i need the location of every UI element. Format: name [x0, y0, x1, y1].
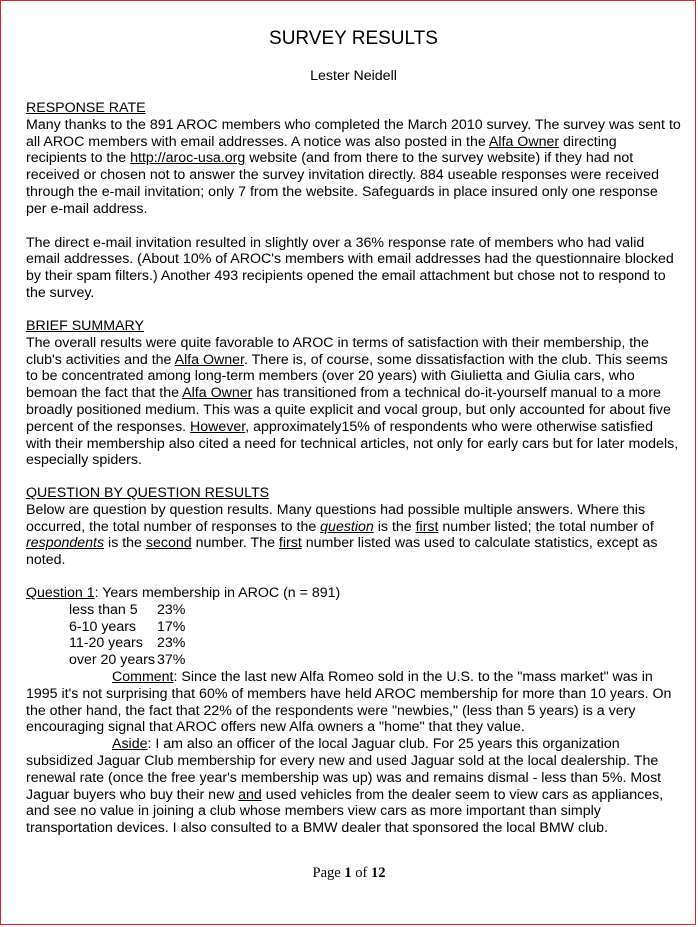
however-emphasis: However: [190, 418, 246, 435]
response-rate-paragraph-1: [26, 117, 681, 218]
second-emphasis: second: [145, 535, 192, 552]
row-value: 37%: [157, 652, 186, 669]
page-footer: [1, 865, 696, 882]
text-run: : I am also an officer of the local Jaguar club. For 25 years this organization subsidized Jaguar Club membership for every new and used Jaguar sold at the local dealership. The renewal rate (once the free year's membership was up) was and remains dismal - less than 5%. Most Jaguar buyers who buy their new: [26, 736, 662, 803]
page-title: SURVEY RESULTS: [269, 28, 438, 49]
brief-summary-section: [26, 318, 681, 469]
question-1-row: [26, 602, 681, 619]
text-run: Below are question by question results. Many questions had possible multiple answers. Where this occurred, the total number of responses to the: [26, 501, 646, 535]
text-run: website (and from there to the survey website) if they had not received or chosen not to answer the survey invitation directly. 884 useable responses were received through the e-mail invitation; only 7 from the website. Safeguards in place insured only one response per e-mail address.: [26, 150, 659, 217]
author-name: Lester Neidell: [310, 68, 397, 84]
row-label: less than 5: [69, 601, 138, 618]
question-1-aside: [26, 736, 681, 837]
and-emphasis: and: [238, 786, 262, 803]
row-value: 23%: [157, 635, 186, 652]
text-run: number. The: [191, 535, 279, 552]
page-word: Page: [312, 865, 345, 881]
text-run: has transitioned from a technical do-it-yourself manual to a more broadly positioned medium. This was a quite explicit and vocal group, but only accounted for about five percent of the responses.: [26, 385, 671, 435]
row-label: over 20 years: [69, 652, 155, 669]
question-1-text: : Years membership in AROC (n = 891): [94, 585, 341, 601]
text-run: Many thanks to the 891 AROC members who completed the March 2010 survey. The survey was sent to all AROC members with email addresses. A notice was also posted in the: [26, 116, 681, 150]
first-emphasis: first: [278, 535, 302, 552]
alfa-owner-link: Alfa Owner: [488, 133, 560, 150]
text-run: is the: [373, 518, 416, 535]
brief-summary-heading: BRIEF SUMMARY: [26, 318, 144, 334]
comment-text: : Since the last new Alfa Romeo sold in the U.S. to the "mass market" was in 1995 it's not surprising that 60% of members have held AROC membership for more than 10 years. On the other hand, the fact that 22% of the respondents were "newbies," (less than 5 years) is a very encouraging signal that AROC offers new Alfa owners a "home" that they value.: [26, 668, 672, 736]
response-rate-heading: RESPONSE RATE: [26, 100, 146, 116]
row-value: 17%: [157, 618, 186, 635]
text-run: is the: [104, 535, 146, 552]
respondents-emphasis: respondents: [26, 535, 105, 552]
question-1-comment: [26, 669, 681, 736]
qbq-paragraph: [26, 502, 681, 569]
row-value: 23%: [157, 601, 186, 618]
question-1-title: [26, 585, 681, 602]
text-run: , approximately15% of respondents who were otherwise satisfied with their membership also cited a need for technical articles, not only for early cars but for later models, especially spiders.: [26, 418, 679, 469]
question-1-row: [26, 635, 681, 652]
qbq-section: [26, 485, 681, 569]
question-1-row: [26, 619, 681, 636]
row-label: 6-10 years: [69, 618, 137, 635]
qbq-heading: QUESTION BY QUESTION RESULTS: [26, 485, 270, 501]
brief-summary-paragraph: [26, 335, 681, 469]
row-label: 11-20 years: [69, 635, 143, 652]
aroc-website-link[interactable]: http://aroc-usa.org: [130, 150, 246, 167]
alfa-owner-ref: Alfa Owner: [174, 351, 245, 368]
text-run: directing recipients to the: [26, 133, 617, 167]
page-number: 1: [344, 865, 352, 881]
first-emphasis: first: [415, 518, 439, 535]
question-1-label: Question 1: [26, 585, 95, 601]
question-1-section: [26, 585, 681, 837]
comment-label: Comment: [112, 668, 174, 685]
question-emphasis: question: [320, 518, 374, 535]
alfa-owner-ref: Alfa Owner: [182, 385, 253, 402]
text-run: The overall results were quite favorable to AROC in terms of satisfaction with their membership, the club's activities and the: [26, 334, 649, 368]
of-word: of: [351, 865, 371, 881]
response-rate-paragraph-2: The direct e-mail invitation resulted in slightly over a 36% response rate of members who had valid email addresses. (About 10% of AROC's members with email addresses had the questionnaire blocked by their spam filters.) Another 493 recipients opened the email attachment but chose not to respond to the survey.: [26, 234, 674, 301]
text-run: number listed; the total number of: [438, 518, 654, 535]
text-run: number listed was used to calculate statistics, except as noted.: [26, 535, 658, 569]
page-total: 12: [370, 865, 386, 881]
question-1-row: [26, 652, 681, 669]
text-run: . There is, of course, some dissatisfaction with the club. This seems to be concentrated among long-term members (over 20 years) with Giulietta and Giulia cars, who bemoan the fact that the: [26, 351, 668, 402]
aside-label: Aside: [112, 736, 148, 753]
text-run: used vehicles from the dealer seem to view cars as appliances, and see no value in joining a club whose members view cars as more important than simply transportation devices. I also consulted to a BMW dealer that sponsored the local BMW club.: [26, 786, 664, 837]
response-rate-section: [26, 100, 681, 302]
